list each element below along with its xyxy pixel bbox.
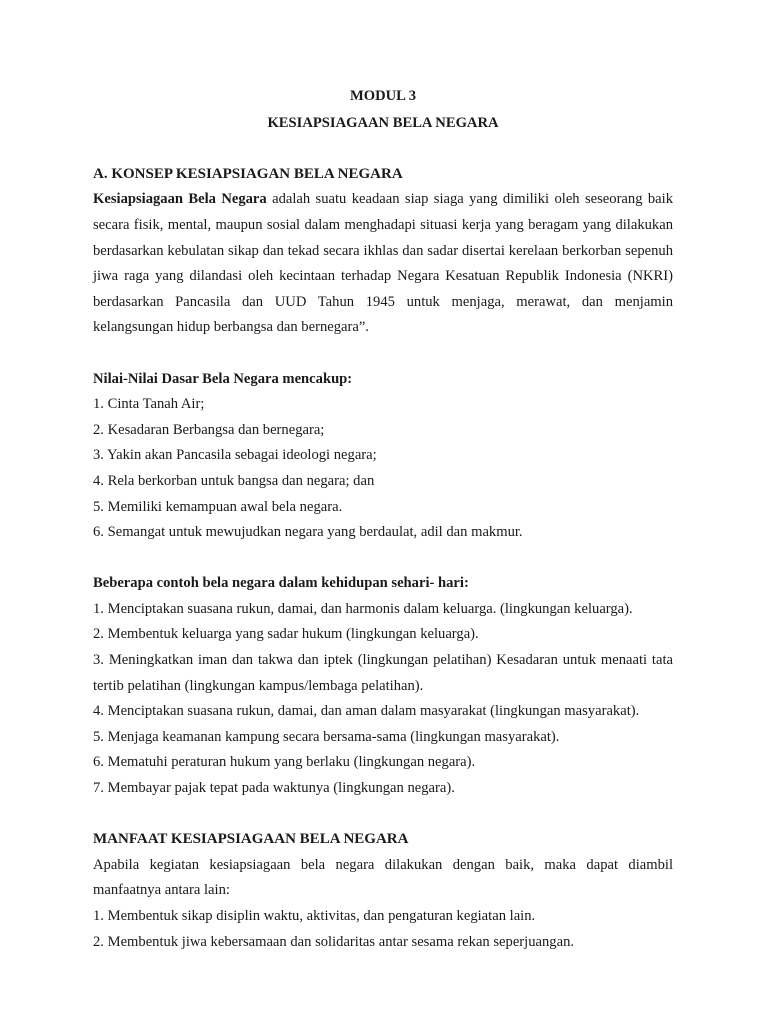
spacer <box>93 136 673 162</box>
manfaat-heading: MANFAAT KESIAPSIAGAAN BELA NEGARA <box>93 831 409 848</box>
manfaat-item: 1. Membentuk sikap disiplin waktu, aktivitas, dan pengaturan kegiatan lain. <box>93 908 536 924</box>
document-title: KESIAPSIAGAAN BELA NEGARA <box>267 114 499 131</box>
section-a-heading: A. KONSEP KESIAPSIAGAN BELA NEGARA <box>93 165 403 182</box>
document-page <box>93 84 673 955</box>
contoh-item: 5. Menjaga keamanan kampung secara bersama-sama (lingkungan masyarakat). <box>93 728 560 745</box>
manfaat-item: 2. Membentuk jiwa kebersamaan dan solidaritas antar sesama rekan seperjuangan. <box>93 933 575 950</box>
definition-term: Kesiapsiagaan Bela Negara <box>93 191 267 208</box>
nilai-item: 5. Memiliki kemampuan awal bela negara. <box>93 498 343 515</box>
nilai-item: 6. Semangat untuk mewujudkan negara yang berdaulat, adil dan makmur. <box>93 524 523 541</box>
nilai-item: 1. Cinta Tanah Air; <box>93 396 205 413</box>
nilai-item: 2. Kesadaran Berbangsa dan bernegara; <box>93 421 325 438</box>
definition-text: adalah suatu keadaan siap siaga yang dimiliki oleh seseorang baik secara fisik, mental, maupun sosial dalam menghadapi situasi kerja yang beragam yang dilakukan berdasarkan kebulatan sikap dan tekad secara ikhlas dan sadar disertai kerelaan berkorban sepenuh jiwa raga yang dilandasi oleh kecintaan terhadap Negara Kesatuan Republik Indonesia (NKRI) berdasarkan Pancasila dan UUD Tahun 1945 untuk menjaga, merawat, dan menjamin kelangsungan hidup berbangsa dan bernegara”. <box>93 191 674 336</box>
manfaat-intro: Apabila kegiatan kesiapsiagaan bela negara dilakukan dengan baik, maka dapat diambil manfaatnya antara lain: <box>93 856 673 899</box>
spacer <box>93 341 673 367</box>
nilai-heading: Nilai-Nilai Dasar Bela Negara mencakup: <box>93 370 353 387</box>
nilai-item: 4. Rela berkorban untuk bangsa dan negara; dan <box>93 472 375 489</box>
contoh-item: 4. Menciptakan suasana rukun, damai, dan aman dalam masyarakat (lingkungan masyarakat). <box>93 703 640 720</box>
contoh-heading: Beberapa contoh bela negara dalam kehidupan sehari- hari: <box>93 575 469 592</box>
contoh-item: 7. Membayar pajak tepat pada waktunya (lingkungan negara). <box>93 780 455 797</box>
nilai-item: 3. Yakin akan Pancasila sebagai ideologi negara; <box>93 447 377 464</box>
spacer <box>93 802 673 828</box>
module-number: MODUL 3 <box>349 88 417 104</box>
definition-paragraph <box>93 187 673 341</box>
contoh-item: 1. Menciptakan suasana rukun, damai, dan harmonis dalam keluarga. (lingkungan keluarga). <box>93 600 633 617</box>
spacer <box>93 546 673 572</box>
contoh-item: 6. Mematuhi peraturan hukum yang berlaku (lingkungan negara). <box>93 754 476 771</box>
contoh-item: 2. Membentuk keluarga yang sadar hukum (lingkungan keluarga). <box>93 626 479 643</box>
contoh-item: 3. Meningkatkan iman dan takwa dan iptek (lingkungan pelatihan) Kesadaran untuk menaati tata tertib pelatihan (lingkungan kampus/lembaga pelatihan). <box>93 652 673 694</box>
